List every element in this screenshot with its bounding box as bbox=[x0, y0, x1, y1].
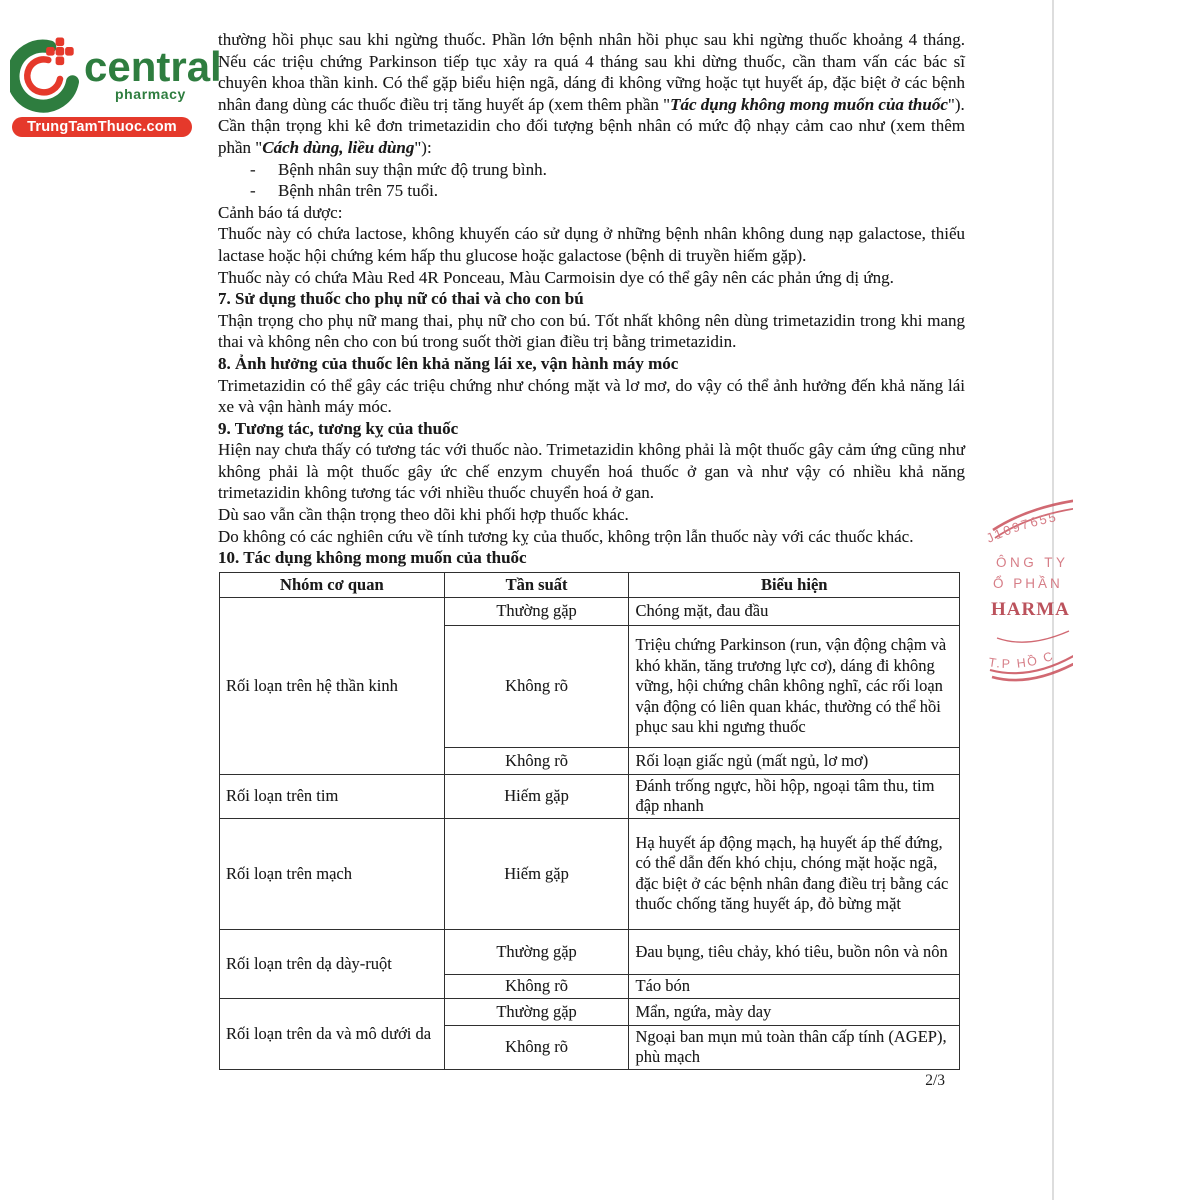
paragraph-recovery: thường hồi phục sau khi ngừng thuốc. Phần lớn bệnh nhân hồi phục sau khi ngừng thuốc khoảng 4 tháng. Nếu các triệu chứng Parkinson tiếp tục xảy ra quá 4 tháng sau khi dừng thuốc, cần tham vấn các bác sĩ chuyên khoa thần kinh. Có thể gặp biểu hiện ngã, dáng đi không vững hoặc tụt huyết áp, đặc biệt ở các bệnh nhân đang dùng các thuốc điều trị tăng huyết áp (xem thêm phần "Tác dụng không mong muốn của thuốc"). bbox=[218, 30, 965, 114]
stamp-company-line3: HARMA U bbox=[991, 599, 1090, 620]
list-item-renal: - Bệnh nhân suy thận mức độ trung bình. bbox=[250, 159, 547, 179]
logo-subtitle-text: pharmacy bbox=[115, 86, 186, 102]
paragraph-interactions: Hiện nay chưa thấy có tương tác với thuốc nào. Trimetazidin không phải là một thuốc gây cảm ứng cũng như không phải là một thuốc gây ức chế enzym chuyển hoá thuốc ở gan và như vậy có nhiều khả năng trimetazidin không tương tác với nhiều thuốc chuyển hoá ở gan. bbox=[218, 440, 965, 503]
paragraph-lactose: Thuốc này có chứa lactose, không khuyến cáo sử dụng ở những bệnh nhân không dung nạp galactose, thiếu lactase hoặc hội chứng kém hấp thu glucose hoặc galactose (bệnh di truyền hiếm gặp). bbox=[218, 224, 965, 265]
table-header-row bbox=[220, 572, 960, 597]
stamp-company-line2: Ổ PHẦN bbox=[993, 576, 1063, 591]
frequency-cell: Không rõ bbox=[444, 974, 629, 998]
stamp-city-text: T.P HỒ C bbox=[987, 648, 1057, 672]
logo-brand-text: central bbox=[84, 43, 222, 90]
bullet-dash: - bbox=[250, 181, 256, 201]
organ-cell: Rối loạn trên tim bbox=[220, 774, 445, 818]
stamp-serial-number: J1097655 bbox=[983, 509, 1059, 546]
pharmacy-logo bbox=[8, 30, 222, 142]
table-row bbox=[220, 929, 960, 974]
section-9-heading: 9. Tương tác, tương kỵ của thuốc bbox=[218, 418, 459, 438]
sign-cell: Mẩn, ngứa, mày day bbox=[629, 998, 960, 1025]
ref-dosage: Cách dùng, liều dùng bbox=[262, 137, 415, 157]
frequency-cell: Thường gặp bbox=[444, 998, 629, 1025]
frequency-cell: Không rõ bbox=[444, 1025, 629, 1069]
table-row bbox=[220, 818, 960, 929]
frequency-cell: Thường gặp bbox=[444, 929, 629, 974]
frequency-cell: Không rõ bbox=[444, 625, 629, 747]
sign-cell: Rối loạn giấc ngủ (mất ngủ, lơ mơ) bbox=[629, 747, 960, 774]
organ-cell: Rối loạn trên mạch bbox=[220, 818, 445, 929]
paragraph-incompatibility: Do không có các nghiên cứu về tính tương kỵ của thuốc, không trộn lẫn thuốc này với các thuốc khác. bbox=[218, 526, 914, 546]
sign-cell: Ngoại ban mụn mủ toàn thân cấp tính (AGEP), phù mạch bbox=[629, 1025, 960, 1069]
column-header-frequency: Tần suất bbox=[444, 572, 629, 597]
paragraph-caution-prescribe: Cần thận trọng khi kê đơn trimetazidin cho đối tượng bệnh nhân có mức độ nhạy cảm cao như (xem thêm phần "Cách dùng, liều dùng"): bbox=[218, 116, 965, 157]
table-row bbox=[220, 597, 960, 625]
leaflet-text-column bbox=[218, 29, 965, 1091]
section-8-heading: 8. Ảnh hưởng của thuốc lên khả năng lái xe, vận hành máy móc bbox=[218, 353, 679, 373]
adverse-effects-table bbox=[219, 572, 960, 1070]
section-7-heading: 7. Sử dụng thuốc cho phụ nữ có thai và cho con bú bbox=[218, 289, 584, 309]
stamp-company-line1: ÔNG TY bbox=[996, 555, 1069, 570]
frequency-cell: Hiếm gặp bbox=[444, 818, 629, 929]
organ-cell: Rối loạn trên hệ thần kinh bbox=[220, 597, 445, 774]
red-company-stamp bbox=[983, 483, 1090, 685]
paragraph-monitor: Dù sao vẫn cần thận trọng theo dõi khi phối hợp thuốc khác. bbox=[218, 505, 629, 525]
frequency-cell: Không rõ bbox=[444, 747, 629, 774]
table-row bbox=[220, 774, 960, 818]
sign-cell: Đánh trống ngực, hồi hộp, ngoại tâm thu, tim đập nhanh bbox=[629, 774, 960, 818]
organ-cell: Rối loạn trên dạ dày-ruột bbox=[220, 929, 445, 998]
paragraph-driving: Trimetazidin có thể gây các triệu chứng như chóng mặt và lơ mơ, do vậy có thể ảnh hưởng đến khả năng lái xe và vận hành máy móc. bbox=[218, 375, 965, 417]
sign-cell: Chóng mặt, đau đầu bbox=[629, 597, 960, 625]
sign-cell: Táo bón bbox=[629, 974, 960, 998]
frequency-cell: Thường gặp bbox=[444, 597, 629, 625]
table-row bbox=[220, 998, 960, 1025]
sign-cell: Triệu chứng Parkinson (run, vận động chậm và khó khăn, tăng trương lực cơ), dáng đi không vững, hội chứng chân không nghĩ, các rối loạn vận động có liên quan khác, thường có thể hồi phục sau khi ngưng thuốc bbox=[629, 625, 960, 747]
central-pharmacy-c-plus-icon bbox=[10, 36, 92, 120]
column-header-manifestation: Biểu hiện bbox=[629, 572, 960, 597]
logo-badge: TrungTamThuoc.com bbox=[12, 117, 192, 137]
sign-cell: Đau bụng, tiêu chảy, khó tiêu, buồn nôn và nôn bbox=[629, 929, 960, 974]
page-number: 2/3 bbox=[925, 1071, 945, 1089]
sign-cell: Hạ huyết áp động mạch, hạ huyết áp thế đứng, có thể dẫn đến khó chịu, chóng mặt hoặc ngã, đặc biệt ở các bệnh nhân đang điều trị bằng các thuốc chống tăng huyết áp, đỏ bừng mặt bbox=[629, 818, 960, 929]
frequency-cell: Hiếm gặp bbox=[444, 774, 629, 818]
excipient-warning-label: Cảnh báo tá dược: bbox=[218, 202, 343, 222]
column-header-organ: Nhóm cơ quan bbox=[220, 572, 445, 597]
paragraph-dyes: Thuốc này có chứa Màu Red 4R Ponceau, Màu Carmoisin dye có thể gây nên các phản ứng dị ứng. bbox=[218, 267, 894, 287]
ref-adverse-effects: Tác dụng không mong muốn của thuốc bbox=[670, 94, 948, 114]
section-10-heading: 10. Tác dụng không mong muốn của thuốc bbox=[218, 548, 527, 568]
organ-cell: Rối loạn trên da và mô dưới da bbox=[220, 998, 445, 1069]
paragraph-pregnancy: Thận trọng cho phụ nữ mang thai, phụ nữ cho con bú. Tốt nhất không nên dùng trimetazidin trong khi mang thai và không nên cho con bú trong suốt thời gian điều trị bằng trimetazidin. bbox=[218, 310, 965, 352]
bullet-dash: - bbox=[250, 159, 256, 179]
list-item-elderly: - Bệnh nhân trên 75 tuổi. bbox=[250, 181, 439, 201]
